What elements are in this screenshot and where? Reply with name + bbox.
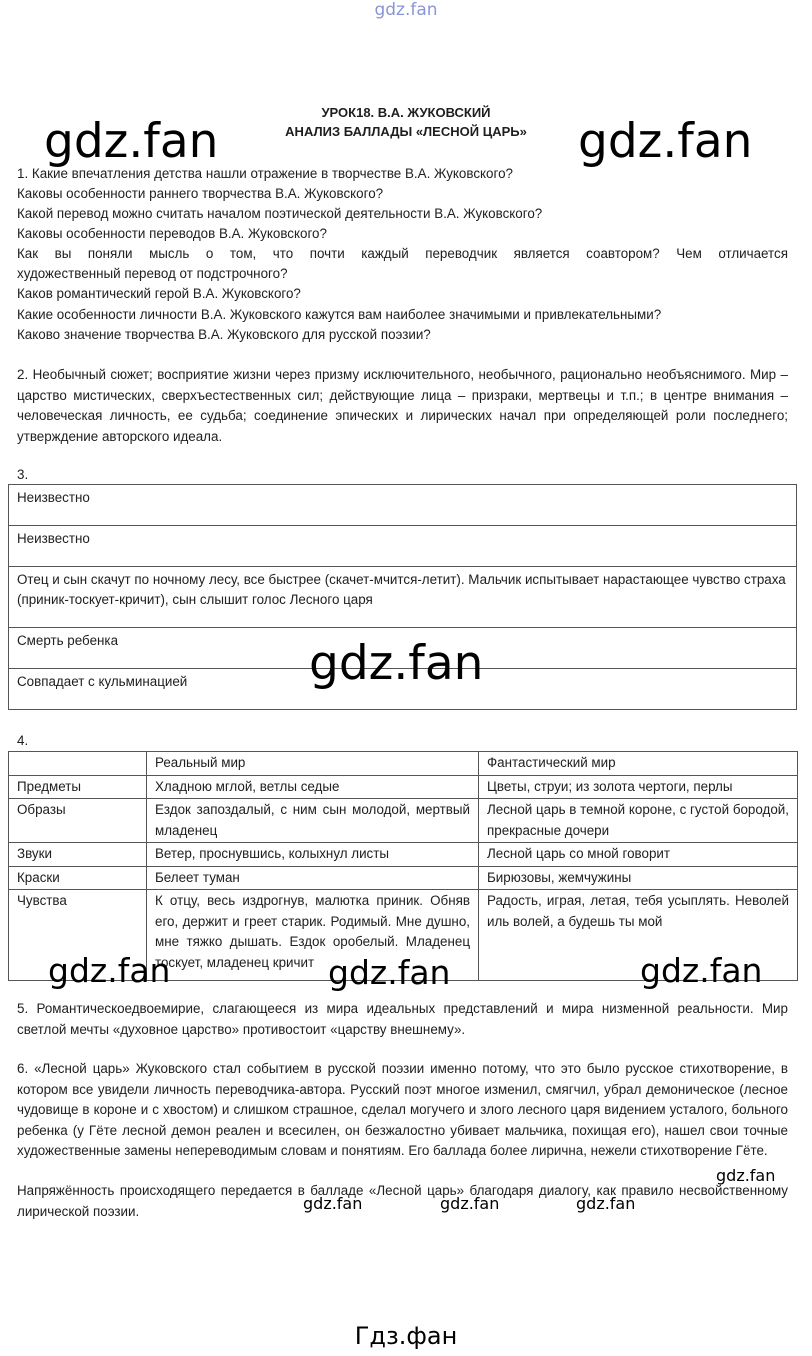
table-cell: Чувства [9, 890, 147, 981]
table-cell: Ветер, проснувшись, колыхнул листы [147, 843, 479, 867]
watermark-small: gdz.fan [303, 1194, 363, 1213]
question-line: Каково значение творчества В.А. Жуковского для русской поэзии? [17, 327, 431, 342]
table-row [9, 843, 798, 867]
table-cell: Бирюзовы, жемчужины [479, 866, 798, 890]
answer-2-paragraph: 2. Необычный сюжет; восприятие жизни через призму исключительного, необычного, рационально необъяснимого. Мир – царство мистических, сверхъестественных сил; действующие лица – призраки, мертвецы и т.п.; в центре внимания – человеческая личность, ее судьба; соединение эпических и лирических начал при определяющей роли последнего; утверждение авторского идеала. [17, 367, 788, 444]
question-line: Каков романтический герой В.А. Жуковского? [17, 286, 301, 301]
watermark-large-right: gdz.fan [578, 114, 753, 169]
question-line: Какой перевод можно считать началом поэтической деятельности В.А. Жуковского? [17, 206, 543, 221]
question-line: художественный перевод от подстрочного? [17, 266, 288, 281]
table-row [9, 799, 798, 843]
answer-4-table [8, 751, 798, 981]
watermark-top: gdz.fan [374, 0, 438, 20]
table-cell: Отец и сын скачут по ночному лесу, все быстрее (скачет-мчится-летит). Мальчик испытывает нарастающее чувство страха (приник-тоскует-кричит), сын слышит голос Лесного царя [9, 567, 797, 628]
page-title: УРОК18. В.А. ЖУКОВСКИЙ [321, 105, 491, 120]
watermark-small: gdz.fan [576, 1194, 636, 1213]
table-row [9, 567, 797, 628]
watermark-small: gdz.fan [716, 1166, 776, 1185]
table-header-row [9, 752, 798, 776]
answer-6-note: Напряжённость происходящего передается в балладе «Лесной царь» благодаря диалогу, как правило несвойственному лирической поэзии. [17, 1183, 788, 1219]
table-header-cell [9, 752, 147, 776]
table-header-cell: Реальный мир [147, 752, 479, 776]
table-cell: Неизвестно [9, 526, 797, 567]
answer-6-paragraph: 6. «Лесной царь» Жуковского стал событием в русской поэзии именно потому, что это было русское стихотворение, в котором все увидели личность переводчика-автора. Русский поэт многое изменил, смягчил, убрал демоническое (лесное чудовище в короне и с хвостом) и слишком страшное, сделал могучего и злого лесного царя видением усталого, больного ребенка (у Гёте лесной демон реален и всесилен, он безжалостно убивает мальчика, похищая его), нашел свои точные художественные замены непереводимым словам и понятиям. Его баллада более лирична, нежели стихотворение Гёте. [17, 1061, 788, 1158]
question-line: Какие особенности личности В.А. Жуковского кажутся вам наиболее значимыми и привлекательными? [17, 307, 662, 322]
watermark-small: gdz.fan [440, 1194, 500, 1213]
watermark-large-left: gdz.fan [44, 114, 219, 169]
table-cell: К отцу, весь издрогнув, малютка приник. Обняв его, держит и греет старик. Родимый. Мне душно, мне тяжко дышать. Ездок оробелый. Младенец тоскует, младенец кричит [147, 890, 479, 981]
table-cell: Хладною мглой, ветлы седые [147, 775, 479, 799]
table-row [9, 526, 797, 567]
table-cell: Ездок запоздалый, с ним сын молодой, мертвый младенец [147, 799, 479, 843]
table-cell: Звуки [9, 843, 147, 867]
answer-5-paragraph: 5. Романтическоедвоемирие, слагающееся из мира идеальных представлений и мира низменной реальности. Мир светлой мечты «духовное царство» противостоит «царству внешнему». [17, 1001, 788, 1037]
table-cell: Лесной царь со мной говорит [479, 843, 798, 867]
table-cell: Совпадает с кульминацией [9, 669, 797, 710]
page-subtitle: АНАЛИЗ БАЛЛАДЫ «ЛЕСНОЙ ЦАРЬ» [285, 124, 527, 139]
table-cell: Смерть ребенка [9, 628, 797, 669]
table-cell: Радость, играя, летая, тебя усыплять. Неволей иль волей, а будешь ты мой [479, 890, 798, 981]
table-header-cell: Фантастический мир [479, 752, 798, 776]
table-row [9, 775, 798, 799]
question-line: Как вы поняли мысль о том, что почти каждый переводчик является соавтором? Чем отличается [17, 246, 788, 261]
table-row [9, 866, 798, 890]
table-cell: Неизвестно [9, 485, 797, 526]
watermark-row-center: gdz.fan [328, 953, 451, 992]
page-footer: Гдз.фан [354, 1322, 458, 1350]
table-cell: Лесной царь в темной короне, с густой бородой, прекрасные дочери [479, 799, 798, 843]
watermark-row-left: gdz.fan [48, 951, 171, 990]
answer-3-label: 3. [17, 467, 29, 482]
watermark-row-right: gdz.fan [640, 951, 763, 990]
table-row [9, 485, 797, 526]
question-line: 1. Какие впечатления детства нашли отражение в творчестве В.А. Жуковского? [17, 166, 513, 181]
table-cell: Образы [9, 799, 147, 843]
table-cell: Краски [9, 866, 147, 890]
watermark-center: gdz.fan [309, 636, 484, 691]
table-cell: Цветы, струи; из золота чертоги, перлы [479, 775, 798, 799]
question-line: Каковы особенности переводов В.А. Жуковского? [17, 226, 327, 241]
table-cell: Предметы [9, 775, 147, 799]
table-cell: Белеет туман [147, 866, 479, 890]
answer-4-label: 4. [17, 733, 29, 748]
question-line: Каковы особенности раннего творчества В.А. Жуковского? [17, 186, 384, 201]
